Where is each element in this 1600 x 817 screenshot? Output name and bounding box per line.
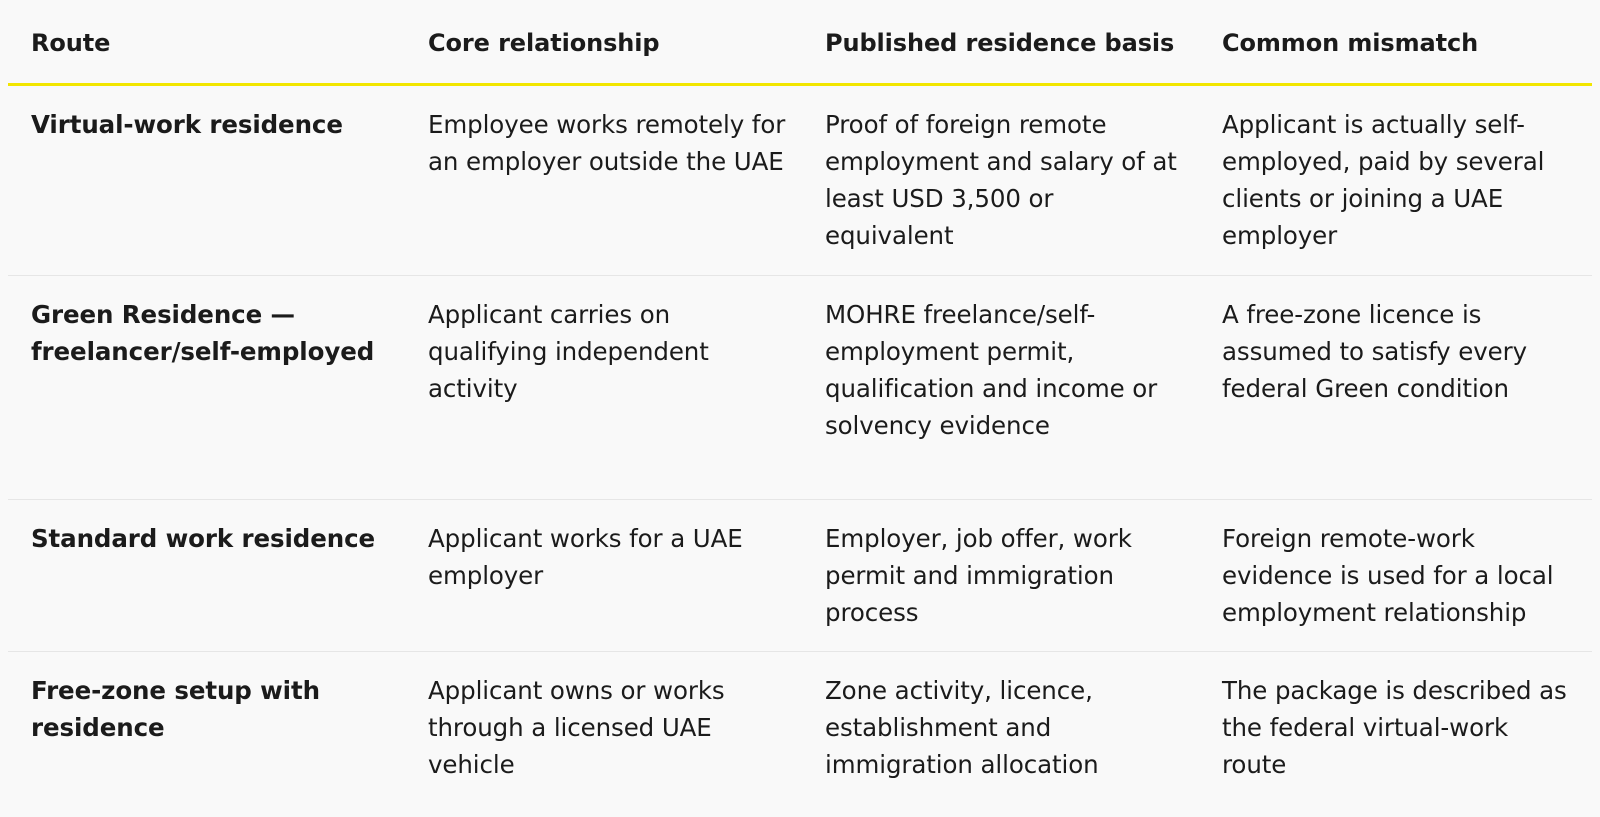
route-cell: Free-zone setup with residence <box>31 676 320 742</box>
table-header-row <box>8 0 1592 86</box>
table-row <box>8 276 1592 500</box>
common-mismatch-cell: A free-zone licence is assumed to satisfy every federal Green condition <box>1222 300 1527 403</box>
core-relationship-cell: Applicant carries on qualifying independent activity <box>428 300 709 403</box>
core-relationship-cell: Applicant owns or works through a licensed UAE vehicle <box>428 676 725 779</box>
residence-basis-cell: Zone activity, licence, establishment and immigration allocation <box>825 676 1099 779</box>
residence-basis-cell: Employer, job offer, work permit and immigration process <box>825 524 1132 627</box>
route-cell: Green Residence — freelancer/self-employed <box>31 300 375 366</box>
column-header-published-residence-basis: Published residence basis <box>825 29 1175 57</box>
table-row <box>8 86 1592 276</box>
column-header-common-mismatch: Common mismatch <box>1222 29 1479 57</box>
common-mismatch-cell: Foreign remote-work evidence is used for a local employment relationship <box>1222 524 1554 627</box>
route-cell: Standard work residence <box>31 524 376 553</box>
column-header-route: Route <box>31 29 111 57</box>
column-header-core-relationship: Core relationship <box>428 29 660 57</box>
common-mismatch-cell: Applicant is actually self-employed, paid by several clients or joining a UAE employer <box>1222 110 1545 250</box>
common-mismatch-cell: The package is described as the federal virtual-work route <box>1222 676 1567 779</box>
residence-basis-cell: MOHRE freelance/self-employment permit, qualification and income or solvency evidence <box>825 300 1158 440</box>
residence-routes-table <box>8 0 1592 803</box>
table-row <box>8 652 1592 803</box>
core-relationship-cell: Applicant works for a UAE employer <box>428 524 743 590</box>
core-relationship-cell: Employee works remotely for an employer outside the UAE <box>428 110 786 176</box>
table-row <box>8 500 1592 652</box>
route-cell: Virtual-work residence <box>31 110 343 139</box>
residence-basis-cell: Proof of foreign remote employment and salary of at least USD 3,500 or equivalent <box>825 110 1177 250</box>
